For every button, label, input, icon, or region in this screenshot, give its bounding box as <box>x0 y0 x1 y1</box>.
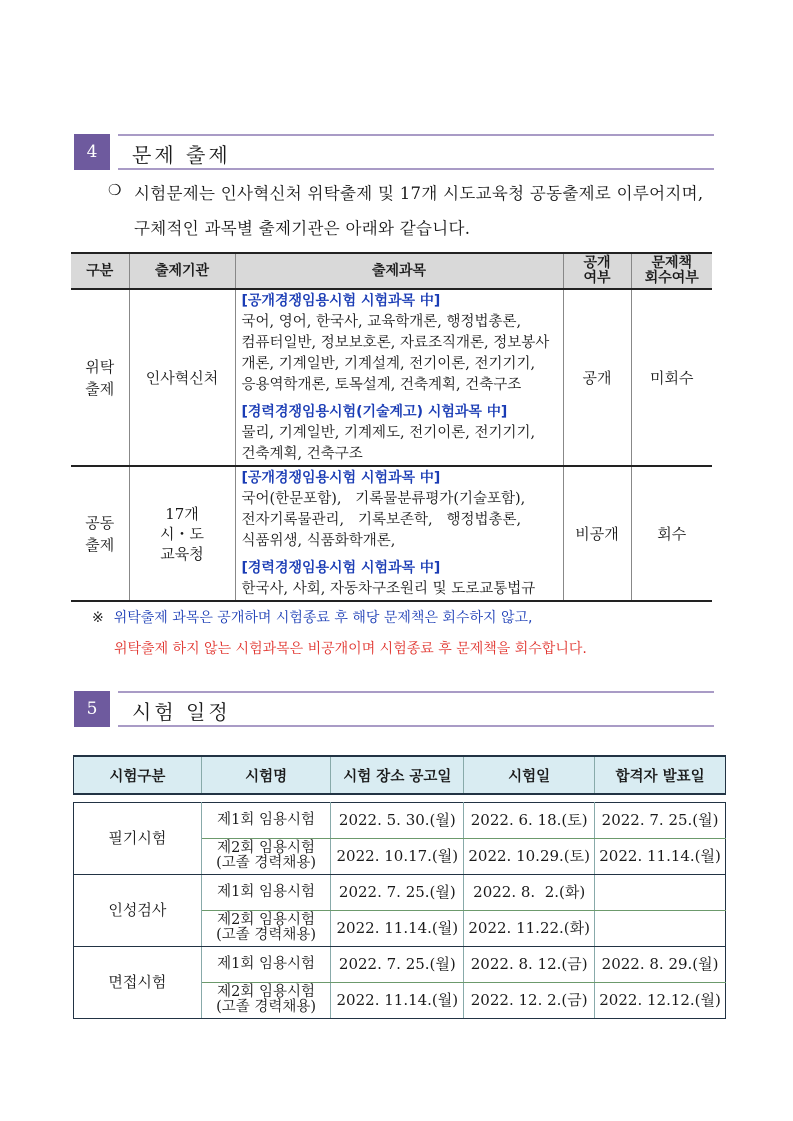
subject-group-title: [경력경쟁임용시험(기술계고) 시험과목 中] <box>241 404 508 420</box>
result-date-cell: 2022. 11.14.(월) <box>595 838 726 874</box>
col-header-venue-notice: 시험 장소 공고일 <box>331 756 464 794</box>
col-header-retrieval: 문제책 회수여부 <box>631 253 712 289</box>
divider <box>118 134 714 136</box>
disclosure-cell: 공개 <box>563 289 631 466</box>
col-header-result-date: 합격자 발표일 <box>595 756 726 794</box>
section-title: 문제 출제 <box>132 143 231 167</box>
table-row <box>74 874 726 910</box>
notice-date-cell: 2022. 11.14.(월) <box>331 982 464 1018</box>
note-mark: ※ <box>92 610 104 626</box>
section-4-header <box>74 134 714 172</box>
subject-group-title: [공개경쟁임용시험 시험과목 中] <box>241 293 441 309</box>
retrieval-cell: 회수 <box>631 466 712 601</box>
exam-date-cell: 2022. 12. 2.(금) <box>464 982 595 1018</box>
col-header-agency: 출제기관 <box>129 253 235 289</box>
exam-date-cell: 2022. 11.22.(화) <box>464 910 595 946</box>
exam-name-cell: 제1회 임용시험 <box>201 946 331 982</box>
table-header-row <box>71 253 712 289</box>
subjects-cell: [공개경쟁임용시험 시험과목 中] 국어, 영어, 한국사, 교육학개론, 행정법총론, 컴퓨터일반, 정보보호론, 자료조직개론, 정보봉사 개론, 기계일반, 기계설계, 전기이론, 전기기기, 응용역학개론, 토목설계, 건축계획, 건축구조 [경력경쟁임용시험(기술계고) 시험과목 中] 물리, 기계일반, 기계제도, 전기이론, 전기기기, 건축계획, 건축구조 <box>235 289 563 466</box>
result-date-cell: 2022. 12.12.(월) <box>595 982 726 1018</box>
exam-name-cell: 제2회 임용시험 (고졸 경력채용) <box>201 910 331 946</box>
col-header-category: 구분 <box>71 253 129 289</box>
divider <box>118 691 714 693</box>
exam-schedule-table <box>73 755 726 1019</box>
note-line-1: ※ 위탁출제 과목은 공개하며 시험종료 후 해당 문제책은 회수하지 않고, <box>92 610 533 626</box>
subjects-cell: [공개경쟁임용시험 시험과목 中] 국어(한문포함), 기록물분류평가(기술포함), 전자기록물관리, 기록보존학, 행정법총론, 식품위생, 식품화학개론, [경력경쟁임용시험 시험과목 中] 한국사, 사회, 자동차구조원리 및 도로교통법규 <box>235 466 563 601</box>
exam-type-cell: 면접시험 <box>74 946 202 1018</box>
bullet-circle-icon: ❍ <box>108 181 122 199</box>
notice-date-cell: 2022. 11.14.(월) <box>331 910 464 946</box>
result-date-cell: 2022. 7. 25.(월) <box>595 802 726 838</box>
subject-group-title: [경력경쟁임용시험 시험과목 中] <box>241 560 441 576</box>
agency-cell: 인사혁신처 <box>129 289 235 466</box>
col-header-exam-name: 시험명 <box>201 756 331 794</box>
subject-group-title: [공개경쟁임용시험 시험과목 中] <box>241 470 441 486</box>
result-date-cell: 2022. 8. 29.(월) <box>595 946 726 982</box>
result-date-cell <box>595 910 726 946</box>
notice-date-cell: 2022. 5. 30.(월) <box>331 802 464 838</box>
exam-date-cell: 2022. 8. 2.(화) <box>464 874 595 910</box>
agency-cell: 17개 시・도 교육청 <box>129 466 235 601</box>
divider <box>118 168 714 170</box>
result-date-cell <box>595 874 726 910</box>
notice-date-cell: 2022. 7. 25.(월) <box>331 874 464 910</box>
exam-name-cell: 제1회 임용시험 <box>201 874 331 910</box>
category-cell: 공동 출제 <box>71 466 129 601</box>
disclosure-cell: 비공개 <box>563 466 631 601</box>
exam-authority-table <box>71 252 712 602</box>
exam-name-cell: 제1회 임용시험 <box>201 802 331 838</box>
exam-date-cell: 2022. 8. 12.(금) <box>464 946 595 982</box>
table-row <box>71 289 712 466</box>
notice-date-cell: 2022. 7. 25.(월) <box>331 946 464 982</box>
table-header-row <box>74 756 726 794</box>
exam-date-cell: 2022. 6. 18.(토) <box>464 802 595 838</box>
exam-type-cell: 인성검사 <box>74 874 202 946</box>
exam-name-cell: 제2회 임용시험 (고졸 경력채용) <box>201 982 331 1018</box>
section-5-header <box>74 691 714 729</box>
table-row <box>74 802 726 838</box>
section-title: 시험 일정 <box>132 700 231 724</box>
note-line-2: 위탁출제 하지 않는 시험과목은 비공개이며 시험종료 후 문제책을 회수합니다. <box>114 641 587 657</box>
col-header-disclosure: 공개 여부 <box>563 253 631 289</box>
exam-date-cell: 2022. 10.29.(토) <box>464 838 595 874</box>
bullet-text-line-2: 구체적인 과목별 출제기관은 아래와 같습니다. <box>134 219 471 238</box>
notice-date-cell: 2022. 10.17.(월) <box>331 838 464 874</box>
divider <box>118 725 714 727</box>
category-cell: 위탁 출제 <box>71 289 129 466</box>
section-number: 5 <box>74 691 110 727</box>
exam-name-cell: 제2회 임용시험 (고졸 경력채용) <box>201 838 331 874</box>
table-row <box>71 466 712 601</box>
exam-type-cell: 필기시험 <box>74 802 202 874</box>
col-header-subjects: 출제과목 <box>235 253 563 289</box>
section-number: 4 <box>74 134 110 170</box>
col-header-exam-date: 시험일 <box>464 756 595 794</box>
col-header-exam-type: 시험구분 <box>74 756 202 794</box>
bullet-text-line-1: 시험문제는 인사혁신처 위탁출제 및 17개 시도교육청 공동출제로 이루어지며, <box>134 184 704 203</box>
retrieval-cell: 미회수 <box>631 289 712 466</box>
table-row <box>74 946 726 982</box>
